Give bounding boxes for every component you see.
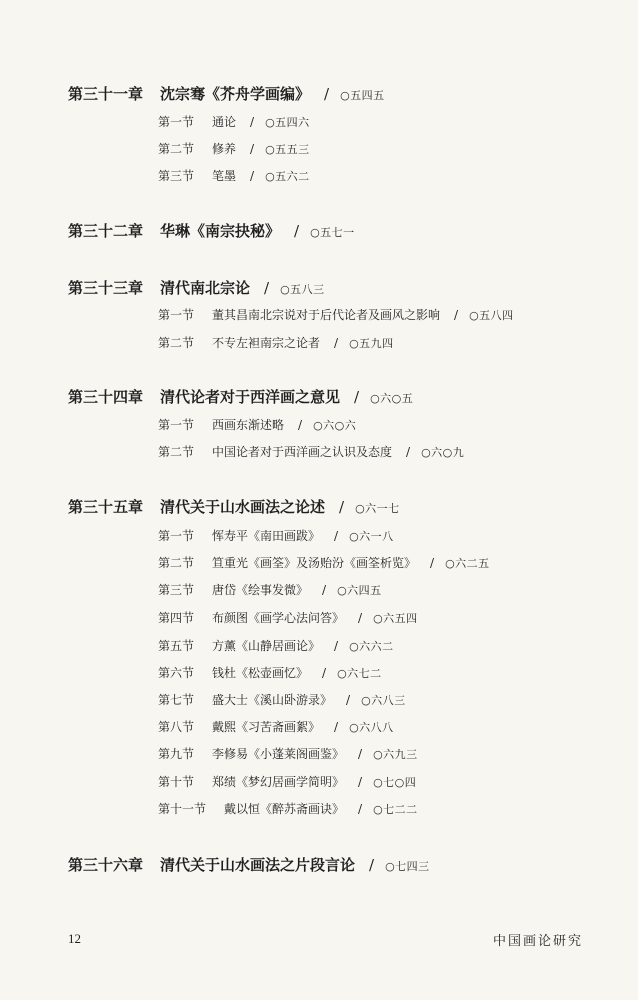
separator: / — [406, 445, 411, 459]
page-reference: ○六七二 — [337, 667, 382, 680]
section-title: 盛大士《溪山卧游录》 — [212, 693, 333, 707]
page-reference: ○五八四 — [469, 309, 514, 322]
section-entry — [158, 419, 356, 431]
chapter-number: 第三十二章 — [68, 222, 144, 240]
separator: / — [354, 388, 360, 406]
chapter-number: 第三十四章 — [68, 388, 144, 406]
section-title: 修养 — [212, 142, 237, 156]
section-number: 第二节 — [158, 336, 195, 350]
separator: / — [430, 556, 435, 570]
separator: / — [324, 85, 330, 103]
section-number: 第六节 — [158, 666, 195, 680]
section-entry — [158, 694, 406, 706]
page-reference: ○七○四 — [373, 776, 417, 789]
separator: / — [339, 498, 345, 516]
separator: / — [346, 693, 351, 707]
page-reference: ○六○五 — [370, 392, 414, 405]
section-entry — [158, 748, 418, 760]
section-number: 第三节 — [158, 583, 195, 597]
chapter-title: 华琳《南宗抉秘》 — [160, 222, 281, 240]
chapter-entry — [68, 390, 413, 405]
separator: / — [454, 308, 459, 322]
page-reference: ○六九三 — [373, 748, 418, 761]
chapter-title: 清代关于山水画法之片段言论 — [160, 856, 356, 874]
separator: / — [334, 529, 339, 543]
separator: / — [264, 279, 270, 297]
page-number: 12 — [68, 931, 81, 946]
page-reference: ○五五三 — [265, 143, 310, 156]
separator: / — [334, 336, 339, 350]
section-number: 第三节 — [158, 169, 195, 183]
section-number: 第一节 — [158, 115, 195, 129]
section-number: 第七节 — [158, 693, 195, 707]
page-reference: ○五九四 — [349, 337, 394, 350]
separator: / — [334, 720, 339, 734]
separator: / — [250, 169, 255, 183]
section-entry — [158, 337, 394, 349]
chapter-entry — [68, 281, 325, 296]
chapter-number: 第三十一章 — [68, 85, 144, 103]
page-reference: ○六○九 — [421, 446, 465, 459]
chapter-number: 第三十五章 — [68, 498, 144, 516]
page-reference: ○七二二 — [373, 803, 418, 816]
chapter-title: 清代南北宗论 — [160, 279, 251, 297]
chapter-number: 第三十三章 — [68, 279, 144, 297]
section-number: 第四节 — [158, 611, 195, 625]
section-entry — [158, 612, 418, 624]
chapter-entry — [68, 87, 385, 102]
chapter-entry — [68, 224, 355, 239]
section-entry — [158, 584, 382, 596]
separator: / — [294, 222, 300, 240]
section-entry — [158, 143, 310, 155]
section-entry — [158, 309, 514, 321]
separator: / — [358, 775, 363, 789]
section-entry — [158, 776, 416, 788]
section-entry — [158, 721, 394, 733]
section-title: 通论 — [212, 115, 237, 129]
page-reference: ○六八三 — [361, 694, 406, 707]
section-title: 董其昌南北宗说对于后代论者及画风之影响 — [212, 308, 441, 322]
section-number: 第八节 — [158, 720, 195, 734]
section-number: 第一节 — [158, 529, 195, 543]
section-title: 布颜图《画学心法问答》 — [212, 611, 345, 625]
separator: / — [334, 639, 339, 653]
section-number: 第二节 — [158, 142, 195, 156]
separator: / — [358, 802, 363, 816]
page-reference: ○五八三 — [280, 283, 325, 296]
section-entry — [158, 640, 394, 652]
page-reference: ○六八八 — [349, 721, 394, 734]
section-number: 第二节 — [158, 556, 195, 570]
separator: / — [358, 611, 363, 625]
section-entry — [158, 557, 490, 569]
chapter-title: 清代论者对于西洋画之意见 — [160, 388, 341, 406]
section-number: 第二节 — [158, 445, 195, 459]
page-reference: ○六四五 — [337, 584, 382, 597]
separator: / — [250, 115, 255, 129]
section-number: 第一节 — [158, 418, 195, 432]
section-title: 中国论者对于西洋画之认识及态度 — [212, 445, 393, 459]
section-number: 第十节 — [158, 775, 195, 789]
page-reference: ○六一八 — [349, 530, 394, 543]
separator: / — [322, 666, 327, 680]
section-title: 西画东渐述略 — [212, 418, 285, 432]
chapter-title: 清代关于山水画法之论述 — [160, 498, 326, 516]
section-entry — [158, 116, 310, 128]
page-reference: ○六一七 — [355, 502, 400, 515]
page-reference: ○五四五 — [340, 89, 385, 102]
section-title: 笪重光《画筌》及汤贻汾《画筌析览》 — [212, 556, 417, 570]
page-reference: ○五六二 — [265, 170, 310, 183]
page-reference: ○六六二 — [349, 640, 394, 653]
chapter-entry — [68, 858, 430, 873]
section-entry — [158, 446, 464, 458]
section-entry — [158, 170, 310, 182]
section-entry — [158, 530, 394, 542]
page-reference: ○六○六 — [313, 419, 357, 432]
section-title: 恽寿平《南田画跋》 — [212, 529, 321, 543]
section-title: 不专左袒南宗之论者 — [212, 336, 321, 350]
section-number: 第十一节 — [158, 802, 207, 816]
section-title: 唐岱《绘事发微》 — [212, 583, 309, 597]
separator: / — [369, 856, 375, 874]
page-reference: ○六五四 — [373, 612, 418, 625]
section-number: 第一节 — [158, 308, 195, 322]
separator: / — [322, 583, 327, 597]
separator: / — [358, 747, 363, 761]
section-title: 方薰《山静居画论》 — [212, 639, 321, 653]
section-title: 李修易《小蓬莱阁画鉴》 — [212, 747, 345, 761]
section-title: 郑绩《梦幻居画学简明》 — [212, 775, 345, 789]
section-title: 笔墨 — [212, 169, 237, 183]
chapter-number: 第三十六章 — [68, 856, 144, 874]
section-entry — [158, 667, 382, 679]
page-reference: ○五七一 — [310, 226, 355, 239]
page-reference: ○六二五 — [445, 557, 490, 570]
section-entry — [158, 803, 418, 815]
running-footer-title: 中国画论研究 — [492, 934, 583, 949]
separator: / — [298, 418, 303, 432]
section-number: 第五节 — [158, 639, 195, 653]
page-reference: ○七四三 — [385, 860, 430, 873]
section-title: 钱杜《松壶画忆》 — [212, 666, 309, 680]
section-title: 戴熙《习苦斋画絮》 — [212, 720, 321, 734]
page-reference: ○五四六 — [265, 116, 310, 129]
section-number: 第九节 — [158, 747, 195, 761]
separator: / — [250, 142, 255, 156]
chapter-title: 沈宗骞《芥舟学画编》 — [160, 85, 311, 103]
section-title: 戴以恒《醉苏斋画诀》 — [224, 802, 345, 816]
chapter-entry — [68, 500, 400, 515]
